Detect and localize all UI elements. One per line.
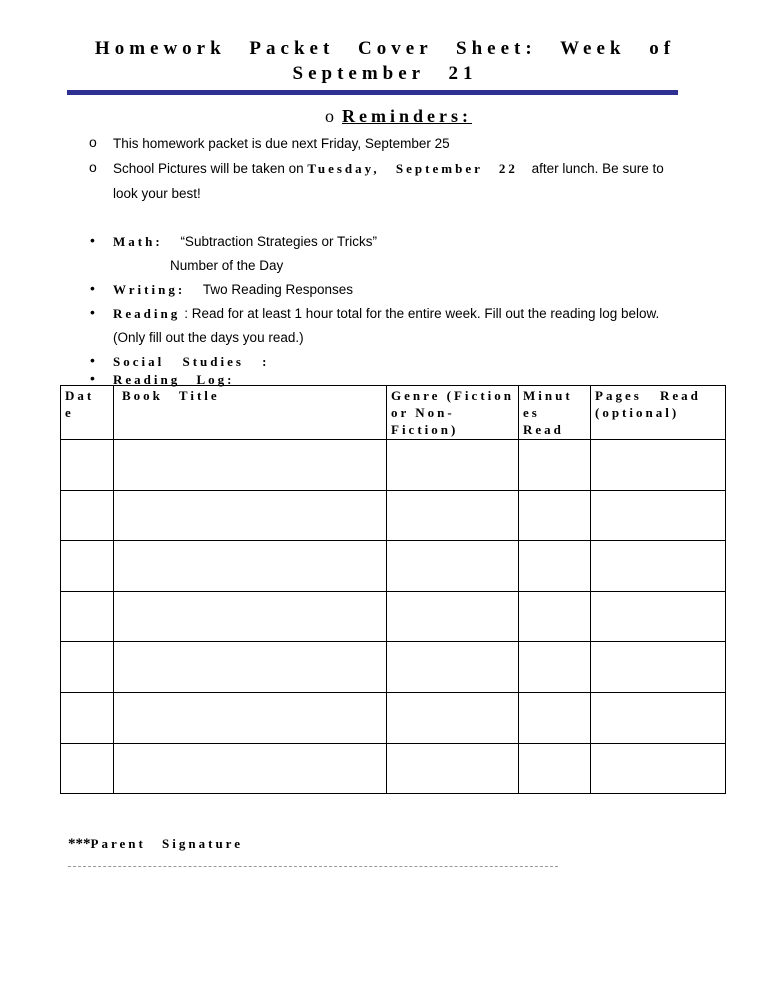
- reading-item-cont: (Only fill out the days you read.): [113, 330, 304, 345]
- col-header-book-title: Book Title: [114, 386, 387, 440]
- reading-item: Reading : Read for at least 1 hour total for the entire week. Fill out the reading log below.: [113, 306, 660, 321]
- date-cell[interactable]: [61, 692, 114, 743]
- genre-cell[interactable]: [387, 541, 519, 592]
- book-title-cell[interactable]: [114, 440, 387, 491]
- date-cell[interactable]: [61, 642, 114, 693]
- writing-item: Writing: Two Reading Responses: [113, 282, 354, 297]
- date-cell[interactable]: [61, 440, 114, 491]
- table-row: [61, 440, 726, 491]
- page-title-line-1: Homework Packet Cover Sheet: Week of: [94, 38, 676, 59]
- date-cell[interactable]: [61, 490, 114, 541]
- minutes-cell[interactable]: [519, 440, 591, 491]
- parent-signature-label: ***Parent Signature: [68, 836, 243, 852]
- pages-cell[interactable]: [591, 743, 726, 794]
- table-header-row: [61, 386, 726, 440]
- bullet-icon: •: [90, 304, 95, 320]
- date-cell[interactable]: [61, 541, 114, 592]
- pages-cell[interactable]: [591, 490, 726, 541]
- pages-cell[interactable]: [591, 642, 726, 693]
- math-item: Math: “Subtraction Strategies or Tricks”: [113, 234, 378, 249]
- col-header-date: Dat e: [61, 386, 114, 440]
- title-divider: [67, 90, 678, 95]
- minutes-cell[interactable]: [519, 692, 591, 743]
- genre-cell[interactable]: [387, 440, 519, 491]
- hollow-bullet-icon: o: [89, 134, 97, 150]
- reminder-due-date: This homework packet is due next Friday, September 25: [113, 136, 450, 151]
- pages-cell[interactable]: [591, 440, 726, 491]
- reading-log-item: Reading Log:: [113, 372, 235, 387]
- genre-cell[interactable]: [387, 642, 519, 693]
- bullet-icon: •: [90, 352, 95, 368]
- genre-cell[interactable]: [387, 490, 519, 541]
- genre-cell[interactable]: [387, 591, 519, 642]
- book-title-cell[interactable]: [114, 591, 387, 642]
- table-row: [61, 591, 726, 642]
- math-item-cont: Number of the Day: [170, 258, 284, 273]
- minutes-cell[interactable]: [519, 642, 591, 693]
- pages-cell[interactable]: [591, 692, 726, 743]
- book-title-cell[interactable]: [114, 692, 387, 743]
- book-title-cell[interactable]: [114, 490, 387, 541]
- minutes-cell[interactable]: [519, 743, 591, 794]
- pages-cell[interactable]: [591, 541, 726, 592]
- minutes-cell[interactable]: [519, 591, 591, 642]
- col-header-pages: Pages Read (optional): [591, 386, 726, 440]
- reminders-heading: Reminders:: [342, 106, 472, 126]
- pages-cell[interactable]: [591, 591, 726, 642]
- date-cell[interactable]: [61, 743, 114, 794]
- page-title-line-2: September 21: [292, 63, 478, 84]
- genre-cell[interactable]: [387, 692, 519, 743]
- table-row: [61, 692, 726, 743]
- genre-cell[interactable]: [387, 743, 519, 794]
- reminder-pictures: School Pictures will be taken on Tuesday, September 22 after lunch. Be sure to: [113, 161, 664, 176]
- bullet-icon: •: [90, 370, 95, 386]
- bullet-icon: •: [90, 232, 95, 248]
- book-title-cell[interactable]: [114, 541, 387, 592]
- reading-log-table: [60, 385, 726, 794]
- reminder-pictures-cont: look your best!: [113, 186, 201, 201]
- table-row: [61, 541, 726, 592]
- table-row: [61, 743, 726, 794]
- date-cell[interactable]: [61, 591, 114, 642]
- table-row: [61, 490, 726, 541]
- hollow-bullet-icon: o: [325, 106, 334, 126]
- col-header-minutes: Minut es Read: [519, 386, 591, 440]
- hollow-bullet-icon: o: [89, 159, 97, 175]
- minutes-cell[interactable]: [519, 541, 591, 592]
- book-title-cell[interactable]: [114, 743, 387, 794]
- reminders-heading-block: [325, 106, 472, 127]
- table-row: [61, 642, 726, 693]
- minutes-cell[interactable]: [519, 490, 591, 541]
- col-header-genre: Genre (Fiction or Non- Fiction): [387, 386, 519, 440]
- book-title-cell[interactable]: [114, 642, 387, 693]
- signature-line[interactable]: [68, 866, 558, 867]
- social-studies-item: Social Studies :: [113, 354, 270, 369]
- bullet-icon: •: [90, 280, 95, 296]
